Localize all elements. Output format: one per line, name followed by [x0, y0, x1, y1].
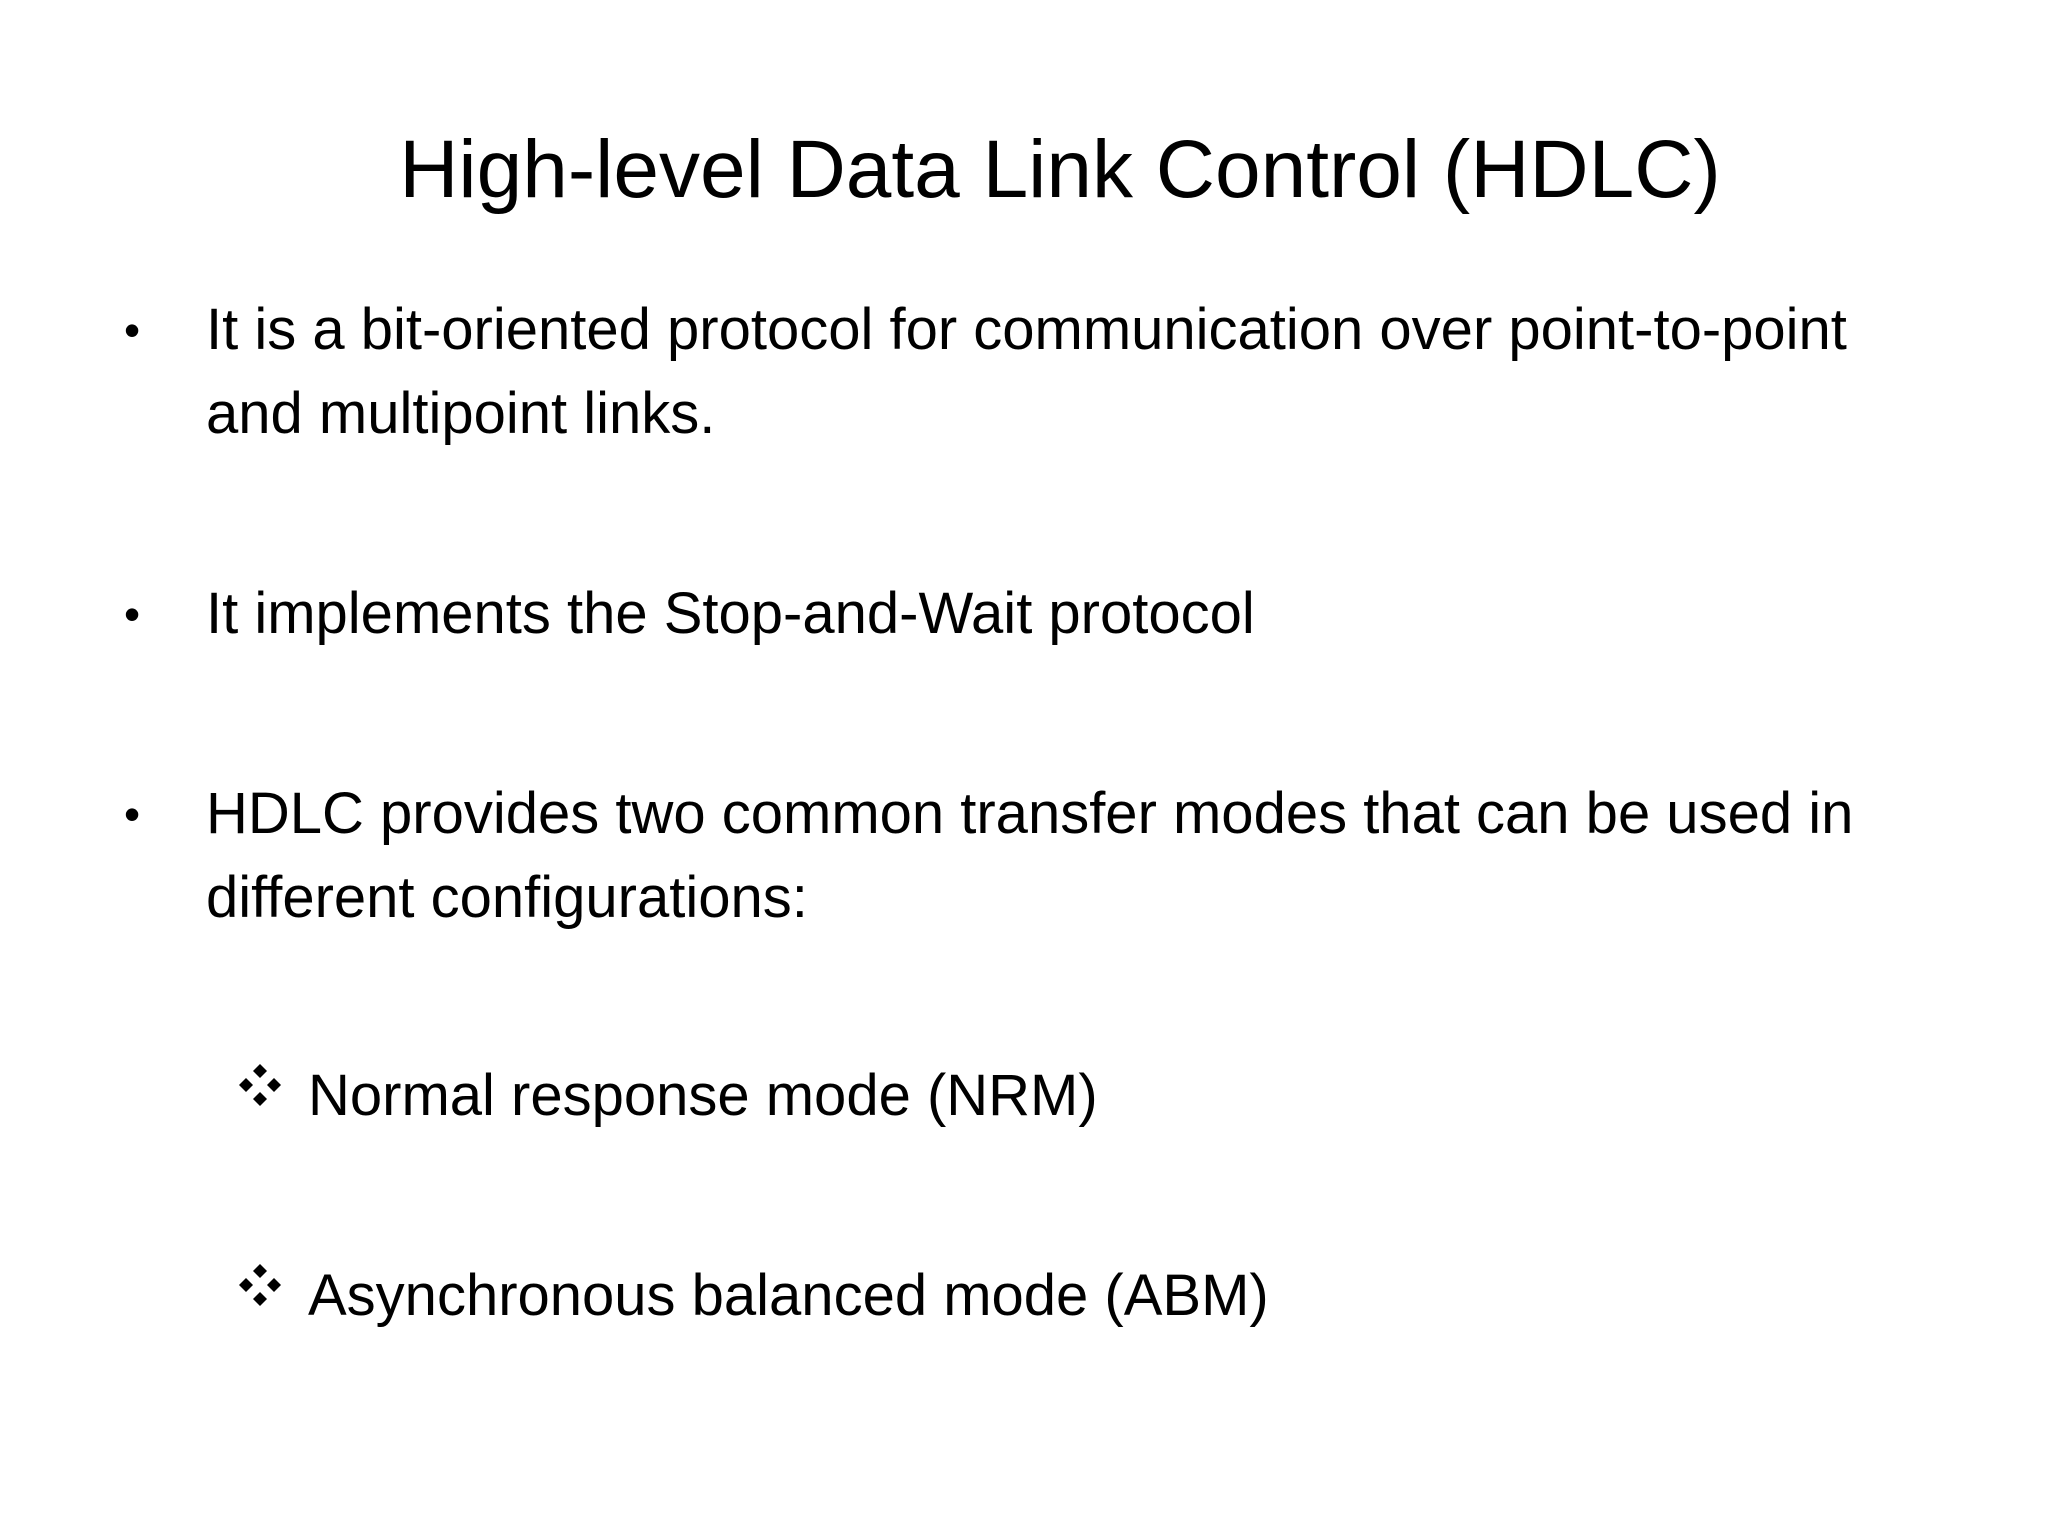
- four-diamond-bullet-icon: [232, 1254, 292, 1338]
- bullet-text: It implements the Stop-and-Wait protocol: [206, 581, 1255, 646]
- sub-bullet-text: Normal response mode (NRM): [308, 1063, 1098, 1128]
- bullet-text: HDLC provides two common transfer modes that can be used in different configurations:: [206, 781, 1854, 930]
- bullet-marker: •: [124, 588, 141, 640]
- sub-bullet-item: [232, 1254, 1932, 1338]
- four-diamond-bullet-icon: [232, 1054, 292, 1138]
- sub-bullet-text: Asynchronous balanced mode (ABM): [308, 1263, 1269, 1328]
- bullet-text: It is a bit-oriented protocol for communication over point-to-point and multipoint links.: [206, 297, 1847, 446]
- slide-title: High-level Data Link Control (HDLC): [399, 124, 1721, 215]
- bullet-marker: •: [124, 304, 141, 356]
- bullet-item: [124, 288, 1954, 456]
- bullet-marker: •: [124, 788, 141, 840]
- sub-bullet-item: [232, 1054, 1932, 1138]
- bullet-item: [124, 772, 1954, 940]
- bullet-item: [124, 572, 1954, 656]
